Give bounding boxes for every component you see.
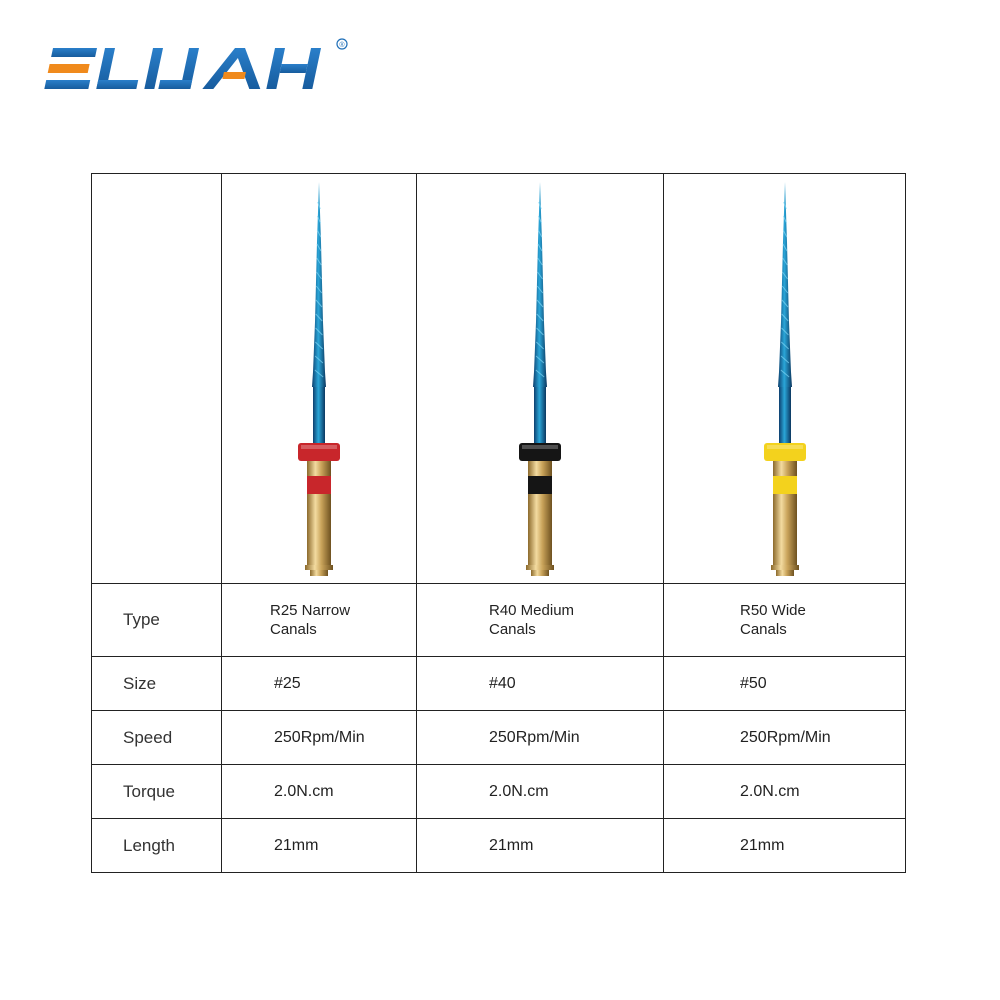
row-label: Length [92,819,222,873]
table-row-type [92,584,906,657]
row-label: Type [92,584,222,657]
file-image-cell-r40 [417,174,664,584]
table-cell: 21mm [417,819,664,873]
table-cell: 21mm [222,819,417,873]
logo-wordmark-icon [44,48,321,89]
endo-file-black-icon [500,182,580,582]
table-cell: 21mm [664,819,906,873]
svg-text:®: ® [339,42,345,49]
table-cell: #40 [417,657,664,711]
table-cell: 250Rpm/Min [664,711,906,765]
table-row-torque [92,765,906,819]
table-cell: 250Rpm/Min [417,711,664,765]
file-image-cell-r50 [664,174,906,584]
row-label: Speed [92,711,222,765]
table-row-size [92,657,906,711]
type-value-r40: R40 Medium Canals [417,584,664,657]
row-label: Torque [92,765,222,819]
file-image-cell-r25 [222,174,417,584]
spec-table [91,173,906,873]
table-cell: 2.0N.cm [664,765,906,819]
endo-file-red-icon [279,182,359,582]
table-cell: #25 [222,657,417,711]
empty-corner-cell [92,174,222,584]
table-cell: 2.0N.cm [417,765,664,819]
table-cell: 250Rpm/Min [222,711,417,765]
type-value-r50: R50 Wide Canals [664,584,906,657]
type-value-r25: R25 Narrow Canals [222,584,417,657]
image-row [92,174,906,584]
endo-file-yellow-icon [745,182,825,582]
table-row-speed [92,711,906,765]
row-label: Size [92,657,222,711]
table-row-length [92,819,906,873]
table-cell: #50 [664,657,906,711]
elijah-logo [42,34,362,98]
table-cell: 2.0N.cm [222,765,417,819]
